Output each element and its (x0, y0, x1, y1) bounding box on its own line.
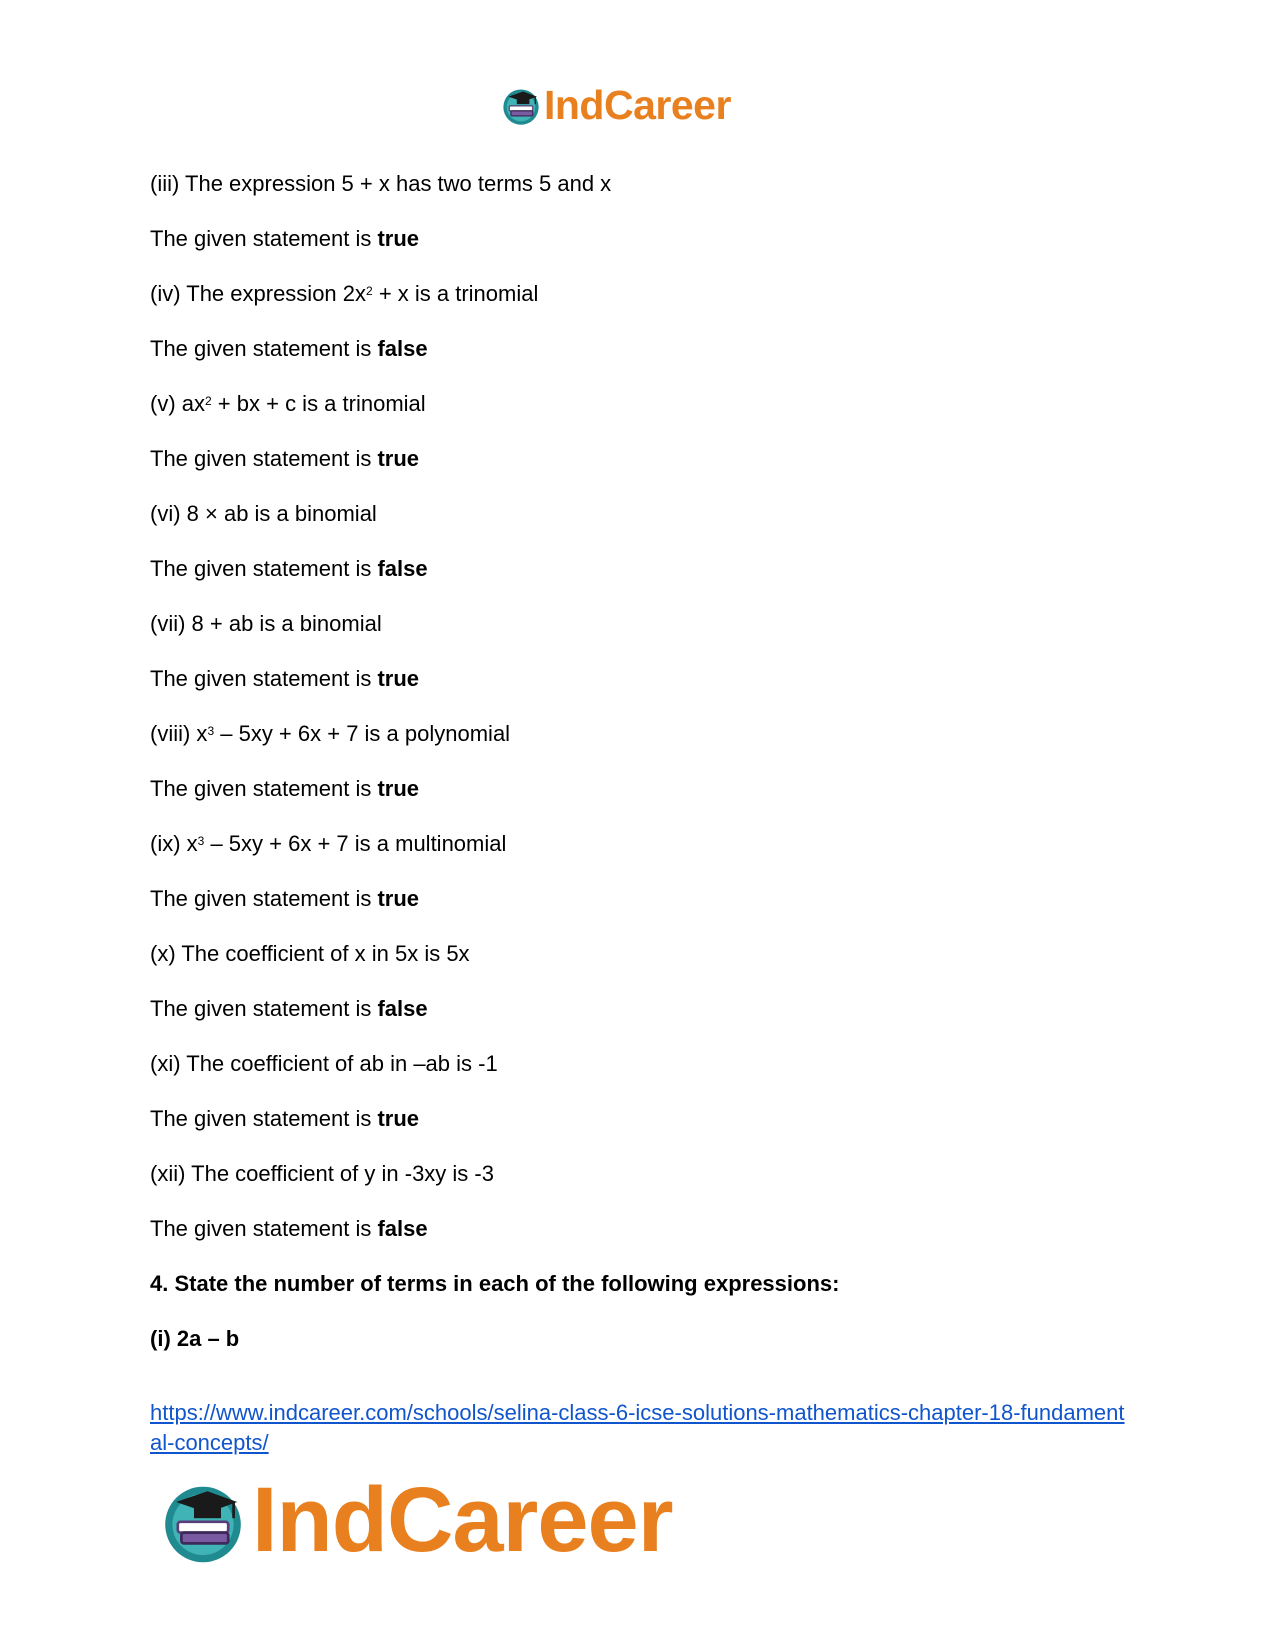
statement-xii: (xii) The coefficient of y in -3xy is -3 (150, 1161, 494, 1186)
answer-viii: The given statement is true (150, 776, 420, 801)
footer-logo (158, 1465, 673, 1575)
statement-viii: (viii) $x^3 - 5xy + 6x + 7$ is a polynomial (150, 721, 511, 746)
statement-iii: (iii) The expression 5 + x has two terms 5 and x (150, 171, 612, 196)
answer-vii: The given statement is true (150, 666, 420, 691)
document-body (150, 170, 1150, 1380)
statement-vi: (vi) 8 × ab is a binomial (150, 501, 377, 526)
graduation-cap-books-icon (158, 1475, 248, 1565)
footer-logo-text: IndCareer (252, 1469, 673, 1571)
question-4-heading: 4. State the number of terms in each of the following expressions: (150, 1271, 840, 1296)
answer-v: The given statement is true (150, 446, 420, 471)
answer-x: The given statement is false (150, 996, 428, 1021)
source-link[interactable]: https://www.indcareer.com/schools/selina-class-6-icse-solutions-mathematics-chapter-18-fundamental-concepts/ (150, 1400, 1125, 1455)
answer-iii: The given statement is true (150, 226, 420, 251)
header-logo (500, 80, 731, 130)
answer-ix: The given statement is true (150, 886, 420, 911)
answer-vi: The given statement is false (150, 556, 428, 581)
statement-v: (v) $ax^2$ + bx + c is a trinomial (150, 391, 426, 416)
statement-xi: (xi) The coefficient of ab in –ab is -1 (150, 1051, 498, 1076)
answer-xi: The given statement is true (150, 1106, 420, 1131)
question-4-part-i: (i) 2a – b (150, 1326, 240, 1351)
statement-iv: (iv) The expression $2x^2 + x$ is a trinomial (150, 281, 539, 306)
answer-iv: The given statement is false (150, 336, 428, 361)
statement-ix: (ix) $x^3 - 5xy + 6x + 7$ is a multinomial (150, 831, 507, 856)
graduation-cap-books-icon (500, 84, 542, 126)
statement-x: (x) The coefficient of x in 5x is 5x (150, 941, 470, 966)
statement-vii: (vii) 8 + ab is a binomial (150, 611, 382, 636)
answer-xii: The given statement is false (150, 1216, 428, 1241)
header-logo-text: IndCareer (544, 81, 731, 128)
